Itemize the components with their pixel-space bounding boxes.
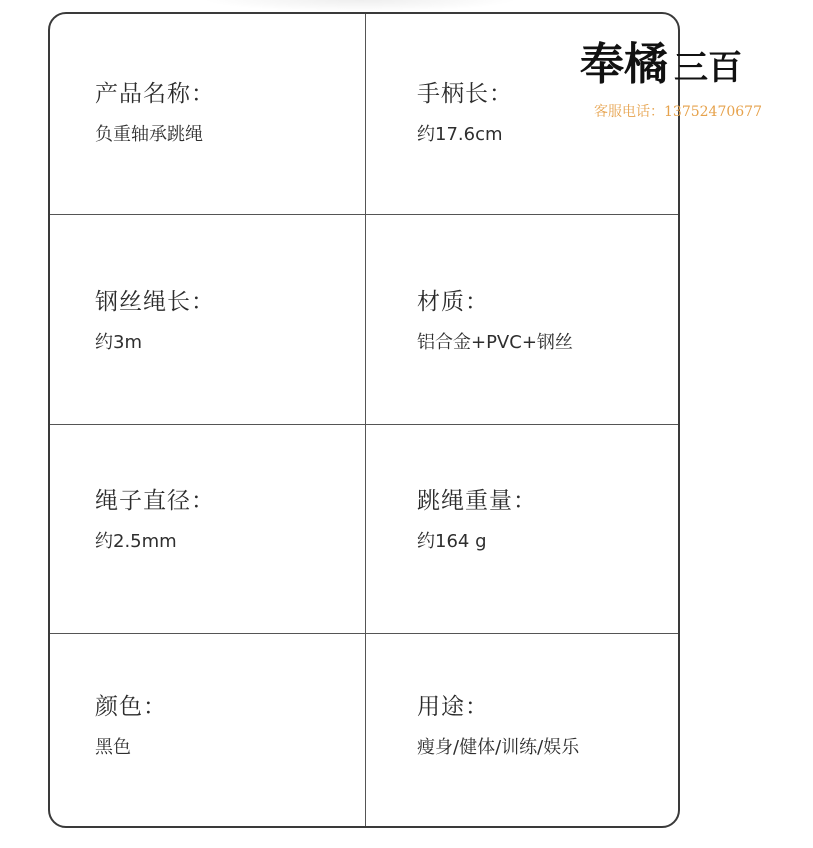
service-phone: 客服电话：13752470677: [594, 104, 762, 120]
spec-label: 钢丝绳长：: [95, 289, 215, 315]
brand-logo-text: [580, 28, 742, 92]
spec-value: 约2.5mm: [95, 531, 177, 552]
spec-cell-color: [50, 634, 366, 826]
spec-cell-usage: [366, 634, 678, 826]
spec-cell-rope-diameter: [50, 425, 366, 634]
spec-cell-rope-weight: [366, 425, 678, 634]
spec-value: 约3m: [95, 332, 142, 353]
spec-value: 约164 g: [417, 531, 487, 552]
spec-table: [48, 12, 680, 828]
spec-cell-product-name: [50, 14, 366, 215]
spec-value: 瘦身/健体/训练/娱乐: [417, 737, 580, 758]
spec-label: 产品名称：: [95, 81, 215, 107]
spec-label: 手柄长：: [417, 81, 513, 107]
spec-label: 跳绳重量：: [417, 488, 537, 514]
brand-main: 奉橘: [580, 39, 668, 90]
brand-watermark: [580, 28, 795, 123]
spec-cell-material: [366, 215, 678, 425]
spec-label: 用途：: [417, 694, 489, 720]
spec-value: 约17.6cm: [417, 124, 503, 145]
spec-value: 铝合金+PVC+钢丝: [417, 332, 573, 353]
spec-value: 负重轴承跳绳: [95, 124, 203, 145]
spec-label: 材质：: [417, 289, 489, 315]
spec-label: 颜色：: [95, 694, 167, 720]
brand-tail: 三百: [674, 48, 742, 88]
spec-cell-wire-length: [50, 215, 366, 425]
spec-label: 绳子直径：: [95, 488, 215, 514]
spec-value: 黑色: [95, 737, 131, 758]
top-shadow: [200, 0, 520, 12]
